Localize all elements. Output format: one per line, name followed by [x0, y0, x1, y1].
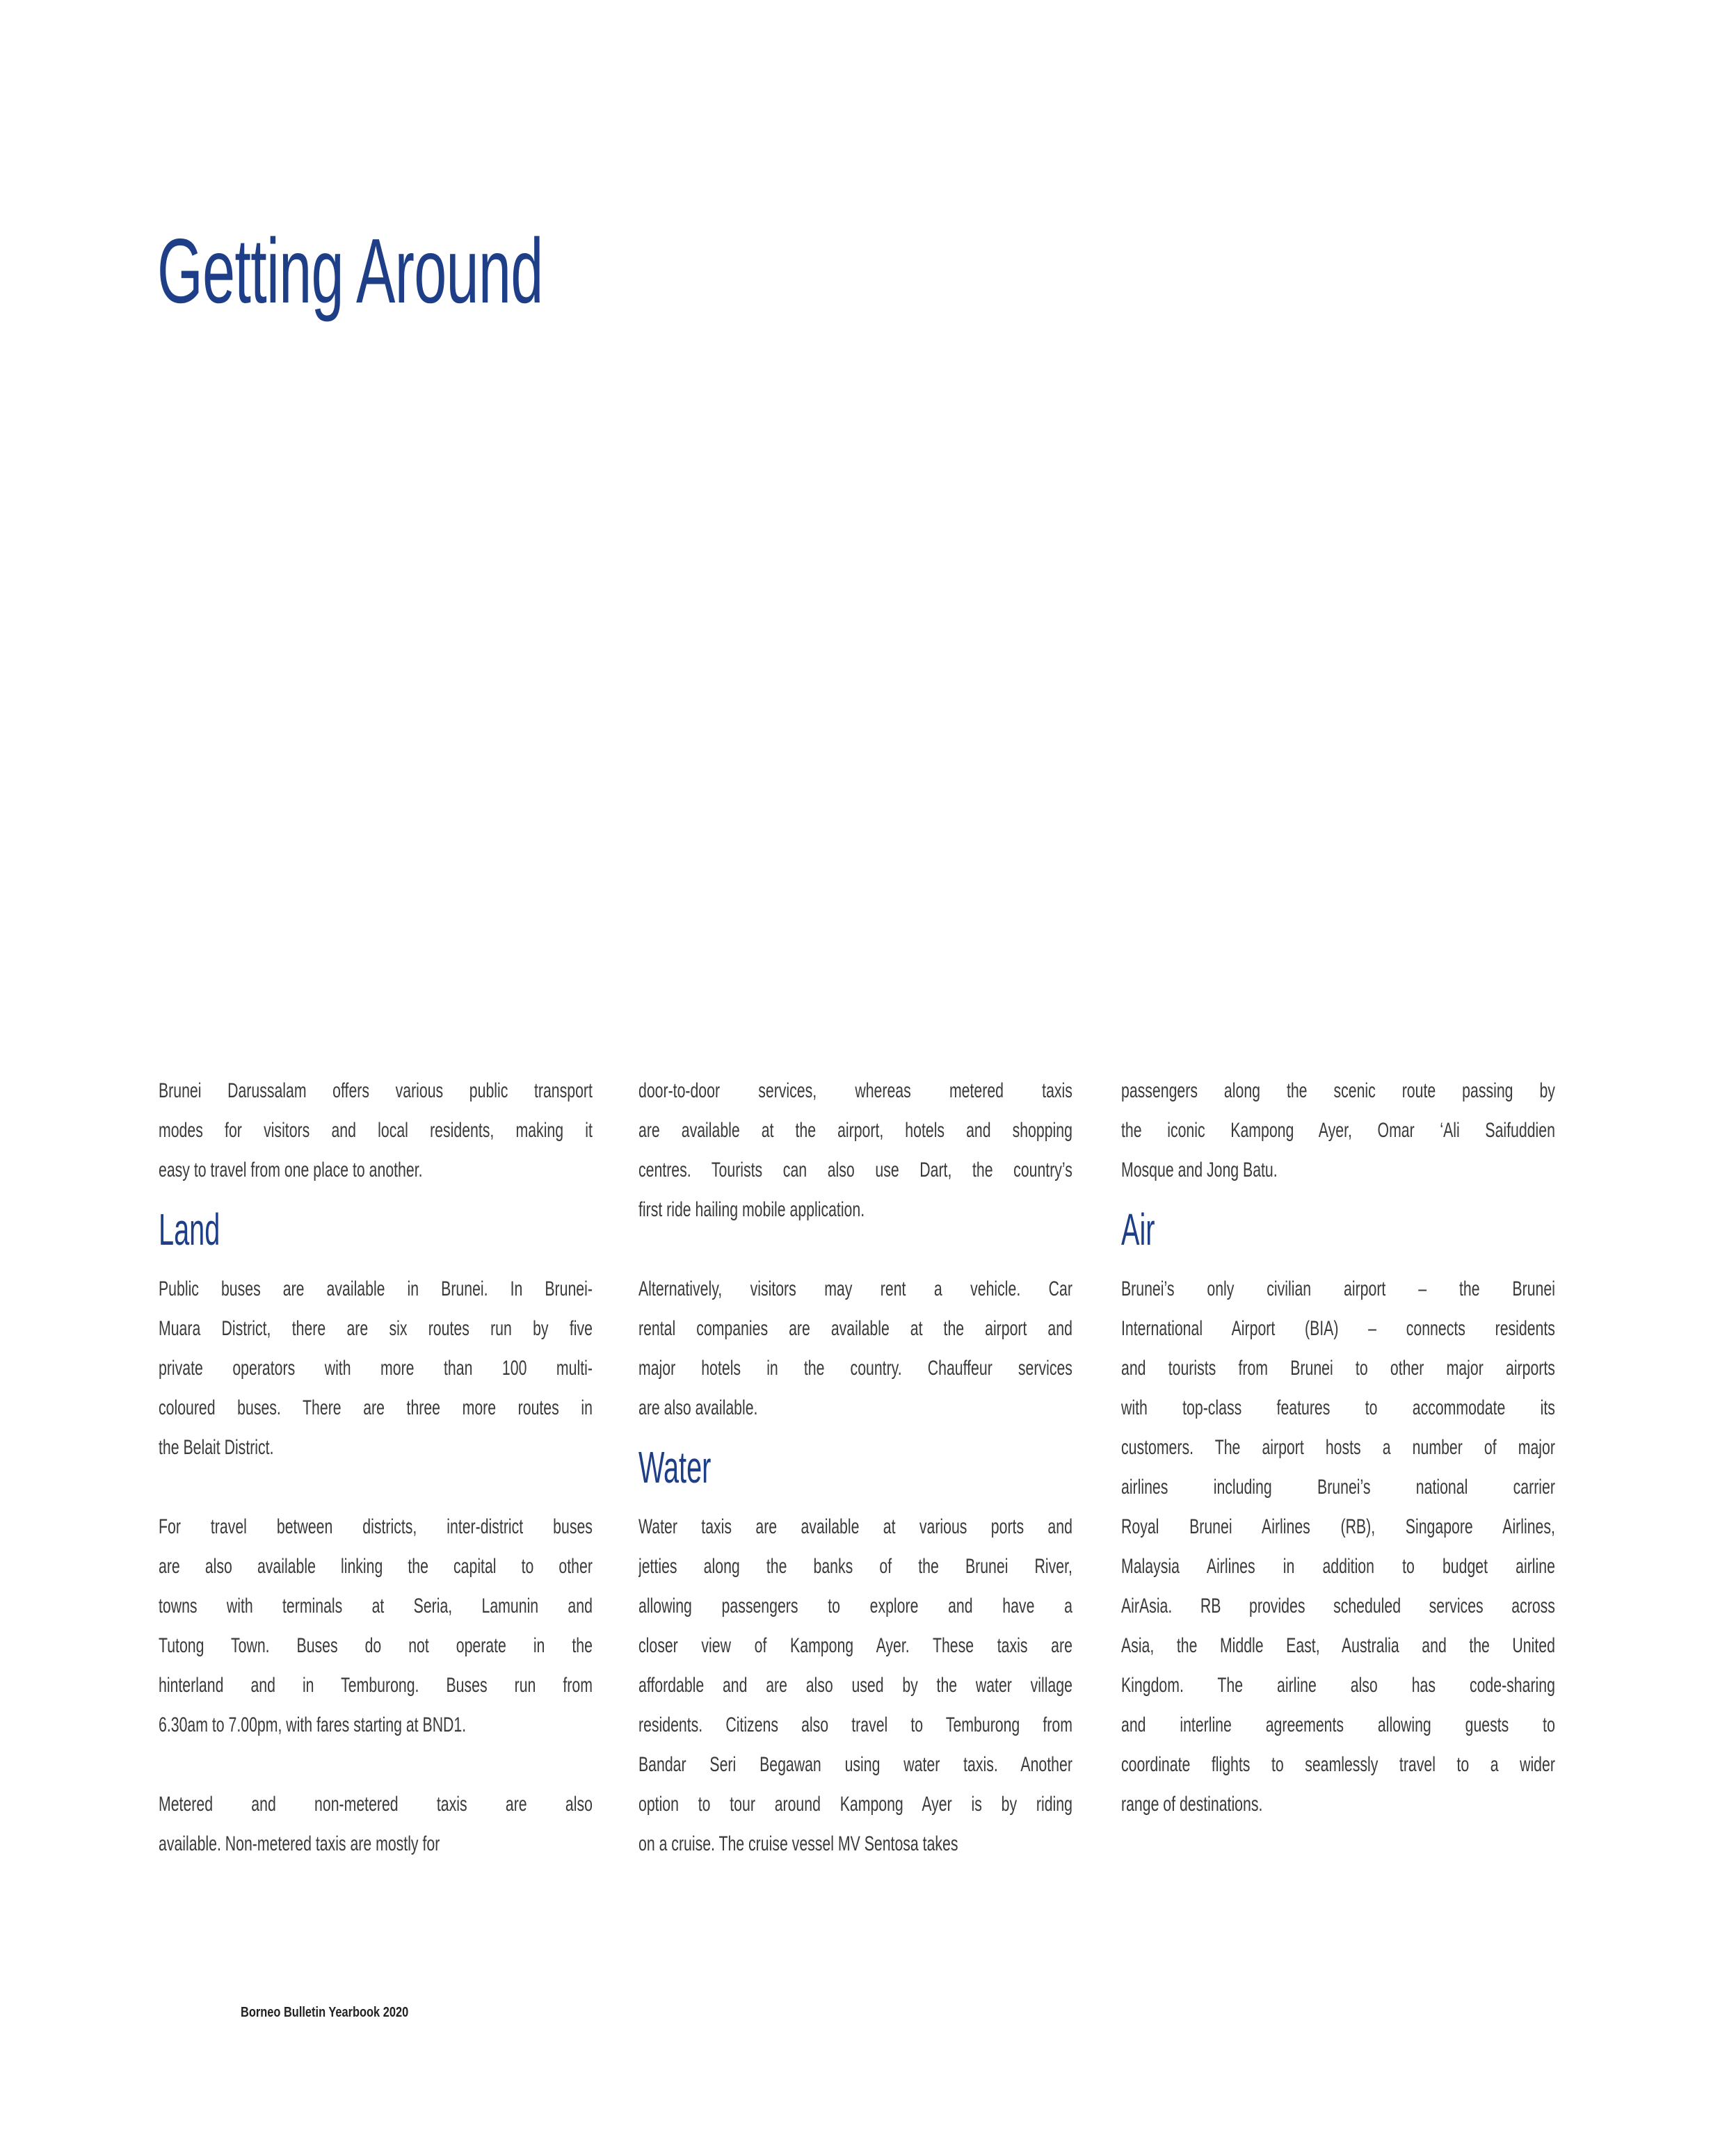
text-line: and tourists from Brunei to other major airports: [1121, 1357, 1555, 1380]
text-line: Water taxis are available at various ports and: [638, 1515, 1072, 1538]
text-line: available. Non-metered taxis are mostly for: [159, 1832, 440, 1855]
text-line: Alternatively, visitors may rent a vehicle. Car: [638, 1277, 1072, 1300]
text-line: range of destinations.: [1121, 1793, 1263, 1816]
text-line: AirAsia. RB provides scheduled services across: [1121, 1595, 1555, 1617]
text-line: affordable and are also used by the water village: [638, 1674, 1072, 1697]
text-line: towns with terminals at Seria, Lamunin and: [159, 1595, 593, 1617]
text-line: are available at the airport, hotels and shopping: [638, 1119, 1072, 1142]
body-paragraph: [159, 1784, 593, 1864]
text-line: Bandar Seri Begawan using water taxis. Another: [638, 1753, 1072, 1776]
text-line: are also available linking the capital to other: [159, 1555, 593, 1578]
body-paragraph: [1121, 1071, 1555, 1190]
column-3: [1121, 1071, 1555, 1824]
text-line: Brunei’s only civilian airport – the Brunei: [1121, 1277, 1555, 1300]
text-line: closer view of Kampong Ayer. These taxis are: [638, 1634, 1072, 1657]
text-line: International Airport (BIA) – connects residents: [1121, 1317, 1555, 1340]
text-line: private operators with more than 100 multi-: [159, 1357, 593, 1380]
text-line: Kingdom. The airline also has code-sharing: [1121, 1674, 1555, 1697]
section-heading-land: Land: [159, 1204, 220, 1254]
text-line: hinterland and in Temburong. Buses run from: [159, 1674, 593, 1697]
paragraph-spacer: [159, 1467, 593, 1507]
text-line: Mosque and Jong Batu.: [1121, 1159, 1278, 1181]
column-1: [159, 1071, 593, 1864]
body-paragraph: [159, 1507, 593, 1745]
text-line: coordinate flights to seamlessly travel to a wider: [1121, 1753, 1555, 1776]
text-line: with top-class features to accommodate its: [1121, 1396, 1555, 1419]
column-2: [638, 1071, 1072, 1864]
text-line: Tutong Town. Buses do not operate in the: [159, 1634, 593, 1657]
text-line: Asia, the Middle East, Australia and the United: [1121, 1634, 1555, 1657]
text-line: option to tour around Kampong Ayer is by riding: [638, 1793, 1072, 1816]
text-line: customers. The airport hosts a number of major: [1121, 1436, 1555, 1459]
body-paragraph: [638, 1269, 1072, 1428]
body-paragraph: [638, 1507, 1072, 1864]
text-line: coloured buses. There are three more routes in: [159, 1396, 593, 1419]
text-line: Metered and non-metered taxis are also: [159, 1793, 593, 1816]
footer-publication: Borneo Bulletin Yearbook 2020: [241, 2005, 409, 2020]
text-line: the iconic Kampong Ayer, Omar ‘Ali Saifuddien: [1121, 1119, 1555, 1142]
paragraph-spacer: [638, 1229, 1072, 1269]
text-line: airlines including Brunei’s national carrier: [1121, 1476, 1555, 1499]
text-line: and interline agreements allowing guests to: [1121, 1713, 1555, 1736]
text-line: major hotels in the country. Chauffeur services: [638, 1357, 1072, 1380]
text-line: allowing passengers to explore and have a: [638, 1595, 1072, 1617]
text-line: jetties along the banks of the Brunei River,: [638, 1555, 1072, 1578]
section-heading-air: Air: [1121, 1204, 1155, 1254]
text-line: centres. Tourists can also use Dart, the country’s: [638, 1159, 1072, 1181]
body-paragraph: [1121, 1269, 1555, 1824]
body-paragraph: [159, 1269, 593, 1467]
page-title: Getting Around: [157, 220, 543, 322]
text-line: For travel between districts, inter-district buses: [159, 1515, 593, 1538]
text-line: passengers along the scenic route passing by: [1121, 1079, 1555, 1102]
text-line: Public buses are available in Brunei. In Brunei-: [159, 1277, 593, 1300]
text-line: are also available.: [638, 1396, 758, 1419]
text-line: Brunei Darussalam offers various public transport: [159, 1079, 593, 1102]
paragraph-spacer: [159, 1745, 593, 1784]
section-heading-water: Water: [638, 1442, 712, 1492]
text-line: easy to travel from one place to another.: [159, 1159, 423, 1181]
text-line: modes for visitors and local residents, making it: [159, 1119, 593, 1142]
text-line: Royal Brunei Airlines (RB), Singapore Airlines,: [1121, 1515, 1555, 1538]
text-line: first ride hailing mobile application.: [638, 1198, 865, 1221]
body-paragraph: [159, 1071, 593, 1190]
text-line: Malaysia Airlines in addition to budget airline: [1121, 1555, 1555, 1578]
text-line: the Belait District.: [159, 1436, 274, 1459]
text-line: Muara District, there are six routes run by five: [159, 1317, 593, 1340]
text-line: on a cruise. The cruise vessel MV Sentosa takes: [638, 1832, 958, 1855]
text-line: residents. Citizens also travel to Temburong from: [638, 1713, 1072, 1736]
text-line: 6.30am to 7.00pm, with fares starting at BND1.: [159, 1713, 467, 1736]
text-line: rental companies are available at the airport and: [638, 1317, 1072, 1340]
body-paragraph: [638, 1071, 1072, 1229]
text-line: door-to-door services, whereas metered taxis: [638, 1079, 1072, 1102]
